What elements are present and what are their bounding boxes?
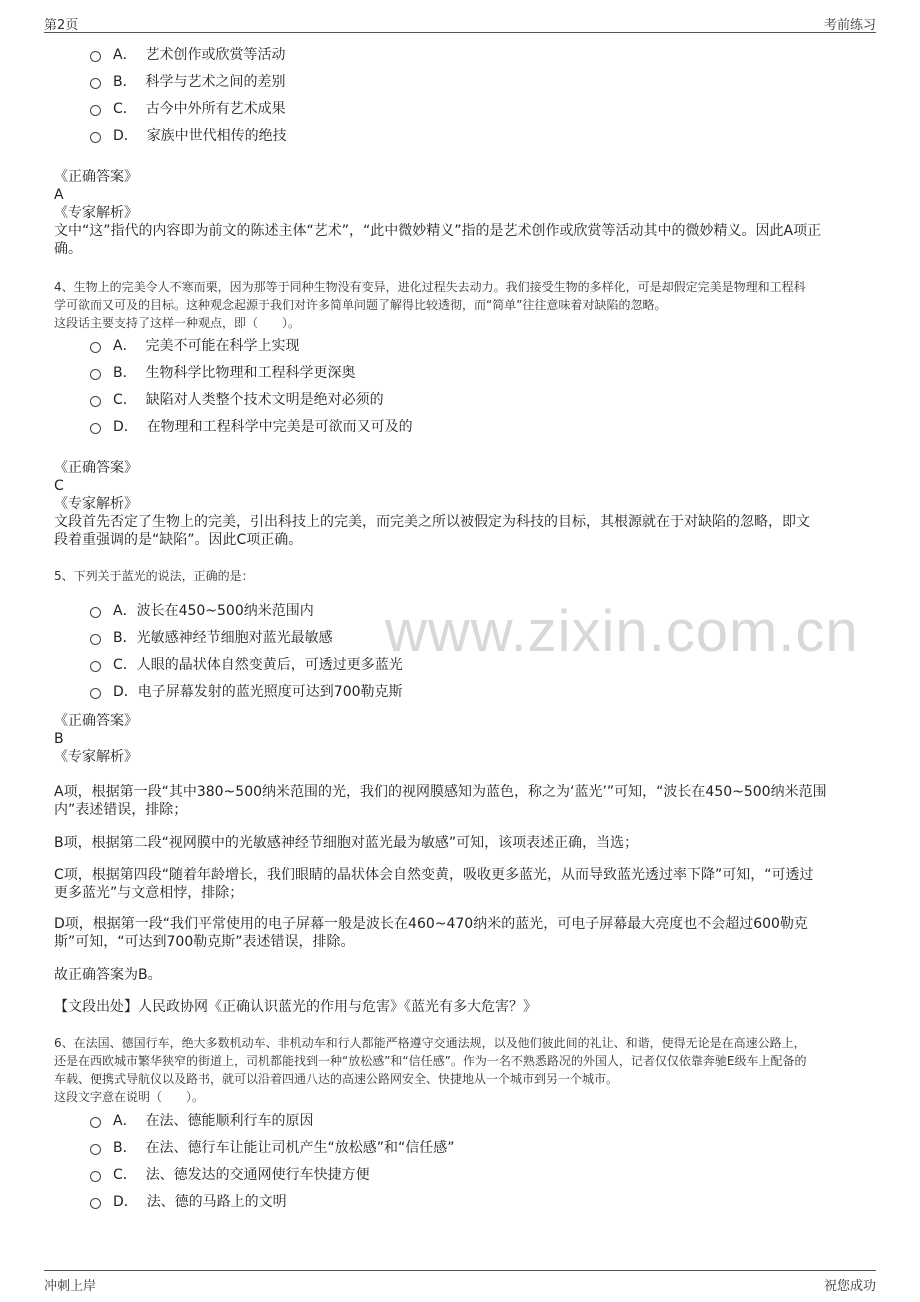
analysis-line: 文中“这”指代的内容即为前文的陈述主体“艺术”，“此中微妙精义”指的是艺术创作或欣赏等活动其中的微妙精义。因此A项正 [54, 223, 822, 239]
answer-title: 《正确答案》 [54, 460, 138, 476]
radio-icon[interactable] [90, 607, 101, 618]
q6-options [90, 1108, 860, 1216]
radio-icon[interactable] [90, 1171, 101, 1182]
radio-icon[interactable] [90, 132, 101, 143]
radio-icon[interactable] [90, 1198, 101, 1209]
q5-option-d[interactable]: D．电子屏幕发射的蓝光照度可达到700勒克斯 [90, 679, 860, 706]
q4-option-c[interactable]: C． 缺陷对人类整个技术文明是绝对必须的 [90, 387, 860, 414]
radio-icon[interactable] [90, 423, 101, 434]
q6-option-b[interactable]: B． 在法、德行车让能让司机产生“放松感”和“信任感” [90, 1135, 860, 1162]
q5-answer-block [54, 712, 860, 766]
q3-option-d[interactable]: D． 家族中世代相传的绝技 [90, 123, 860, 150]
page-header [44, 12, 876, 33]
q4-option-b[interactable]: B． 生物科学比物理和工程科学更深奥 [90, 360, 860, 387]
q6-stem: 6、在法国、德国行车，绝大多数机动车、非机动车和行人都能严格遵守交通法规，以及他们彼此间的礼让、和谐，使得无论是在高速公路上， 还是在西欧城市繁华狭窄的街道上，司机都能找到一种“放松感”和“信任感”。作为一名不熟悉路况的外国人，记者仅仅依靠奔驰E级车上配备的 车载、便携式导航仪以及路书，就可以沿着四通八达的高速公路网安全、快捷地从一个城市到另一个城市。 这段文字意在说明（ ）。 [54, 1036, 807, 1104]
radio-icon[interactable] [90, 78, 101, 89]
radio-icon[interactable] [90, 105, 101, 116]
radio-icon[interactable] [90, 1144, 101, 1155]
q5-analysis-d: D项，根据第一段“我们平常使用的电子屏幕一般是波长在460~470纳米的蓝光，可电子屏幕最大亮度也不会超过600勒克 斯”可知，“可达到700勒克斯”表述错误，排除。 [54, 916, 808, 950]
header-label: 考前练习 [823, 18, 876, 33]
q6-option-d[interactable]: D． 法、德的马路上的文明 [90, 1189, 860, 1216]
page-number: 第2页 [44, 18, 79, 33]
radio-icon[interactable] [90, 342, 101, 353]
q5-analysis-c: C项，根据第四段“随着年龄增长，我们眼睛的晶状体会自然变黄，吸收更多蓝光，从而导致蓝光透过率下降”可知，“可透过 更多蓝光”与文意相悖，排除； [54, 867, 814, 901]
q3-option-b[interactable]: B． 科学与艺术之间的差别 [90, 69, 860, 96]
q3-option-a[interactable]: A． 艺术创作或欣赏等活动 [90, 42, 860, 69]
radio-icon[interactable] [90, 396, 101, 407]
q5-analysis-b: B项，根据第二段“视网膜中的光敏感神经节细胞对蓝光最为敏感”可知，该项表述正确，当选； [54, 835, 639, 851]
page-footer [44, 1270, 876, 1293]
answer-title: 《正确答案》 [54, 169, 138, 185]
q3-option-c[interactable]: C． 古今中外所有艺术成果 [90, 96, 860, 123]
radio-icon[interactable] [90, 369, 101, 380]
radio-icon[interactable] [90, 1117, 101, 1128]
footer-left: 冲刺上岸 [44, 1279, 97, 1294]
q5-analysis-a: A项，根据第一段“其中380~500纳米范围的光，我们的视网膜感知为蓝色，称之为‘蓝光’”可知，“波长在450~500纳米范围 内”表述错误，排除； [54, 784, 827, 818]
q4-answer-block [54, 459, 860, 549]
analysis-title: 《专家解析》 [54, 749, 138, 765]
q4-option-a[interactable]: A． 完美不可能在科学上实现 [90, 333, 860, 360]
q4-option-d[interactable]: D． 在物理和工程科学中完美是可欲而又可及的 [90, 414, 860, 441]
analysis-line: 确。 [54, 241, 82, 257]
footer-right: 祝您成功 [823, 1279, 876, 1294]
q6-option-c[interactable]: C． 法、德发达的交通网使行车快捷方便 [90, 1162, 860, 1189]
radio-icon[interactable] [90, 51, 101, 62]
q3-answer-block [54, 168, 860, 258]
q5-stem: 5、下列关于蓝光的说法，正确的是： [54, 569, 254, 583]
q3-options [90, 42, 860, 150]
q5-options [90, 598, 860, 706]
watermark-text: www.zixin.com.cn [385, 599, 859, 664]
answer-letter: A [54, 187, 64, 203]
answer-letter: C [54, 478, 64, 494]
analysis-line: 文段首先否定了生物上的完美，引出科技上的完美，而完美之所以被假定为科技的目标，其根源就在于对缺陷的忽略，即文 [54, 514, 810, 530]
q5-option-a[interactable]: A．波长在450~500纳米范围内 [90, 598, 860, 625]
analysis-title: 《专家解析》 [54, 205, 138, 221]
q5-option-b[interactable]: B．光敏感神经节细胞对蓝光最敏感 [90, 625, 860, 652]
q5-source: 【文段出处】人民政协网《正确认识蓝光的作用与危害》《蓝光有多大危害？》 [54, 999, 537, 1015]
answer-letter: B [54, 731, 64, 747]
q5-option-c[interactable]: C．人眼的晶状体自然变黄后，可透过更多蓝光 [90, 652, 860, 679]
analysis-title: 《专家解析》 [54, 496, 138, 512]
q5-conclusion: 故正确答案为B。 [54, 967, 162, 983]
q4-stem: 4、生物上的完美令人不寒而栗，因为那等于同种生物没有变异，进化过程失去动力。我们接受生物的多样化，可是却假定完美是物理和工程科 学可欲而又可及的目标。这种观念起源于我们对许多简单问题了解得比较透彻，而“简单”往往意味着对缺陷的忽略。 这段话主要支持了这样一种观点，即（ ）。 [54, 280, 806, 330]
radio-icon[interactable] [90, 688, 101, 699]
radio-icon[interactable] [90, 634, 101, 645]
answer-title: 《正确答案》 [54, 713, 138, 729]
radio-icon[interactable] [90, 661, 101, 672]
q6-option-a[interactable]: A． 在法、德能顺利行车的原因 [90, 1108, 860, 1135]
q4-options [90, 333, 860, 441]
analysis-line: 段着重强调的是“缺陷”。因此C项正确。 [54, 532, 303, 548]
